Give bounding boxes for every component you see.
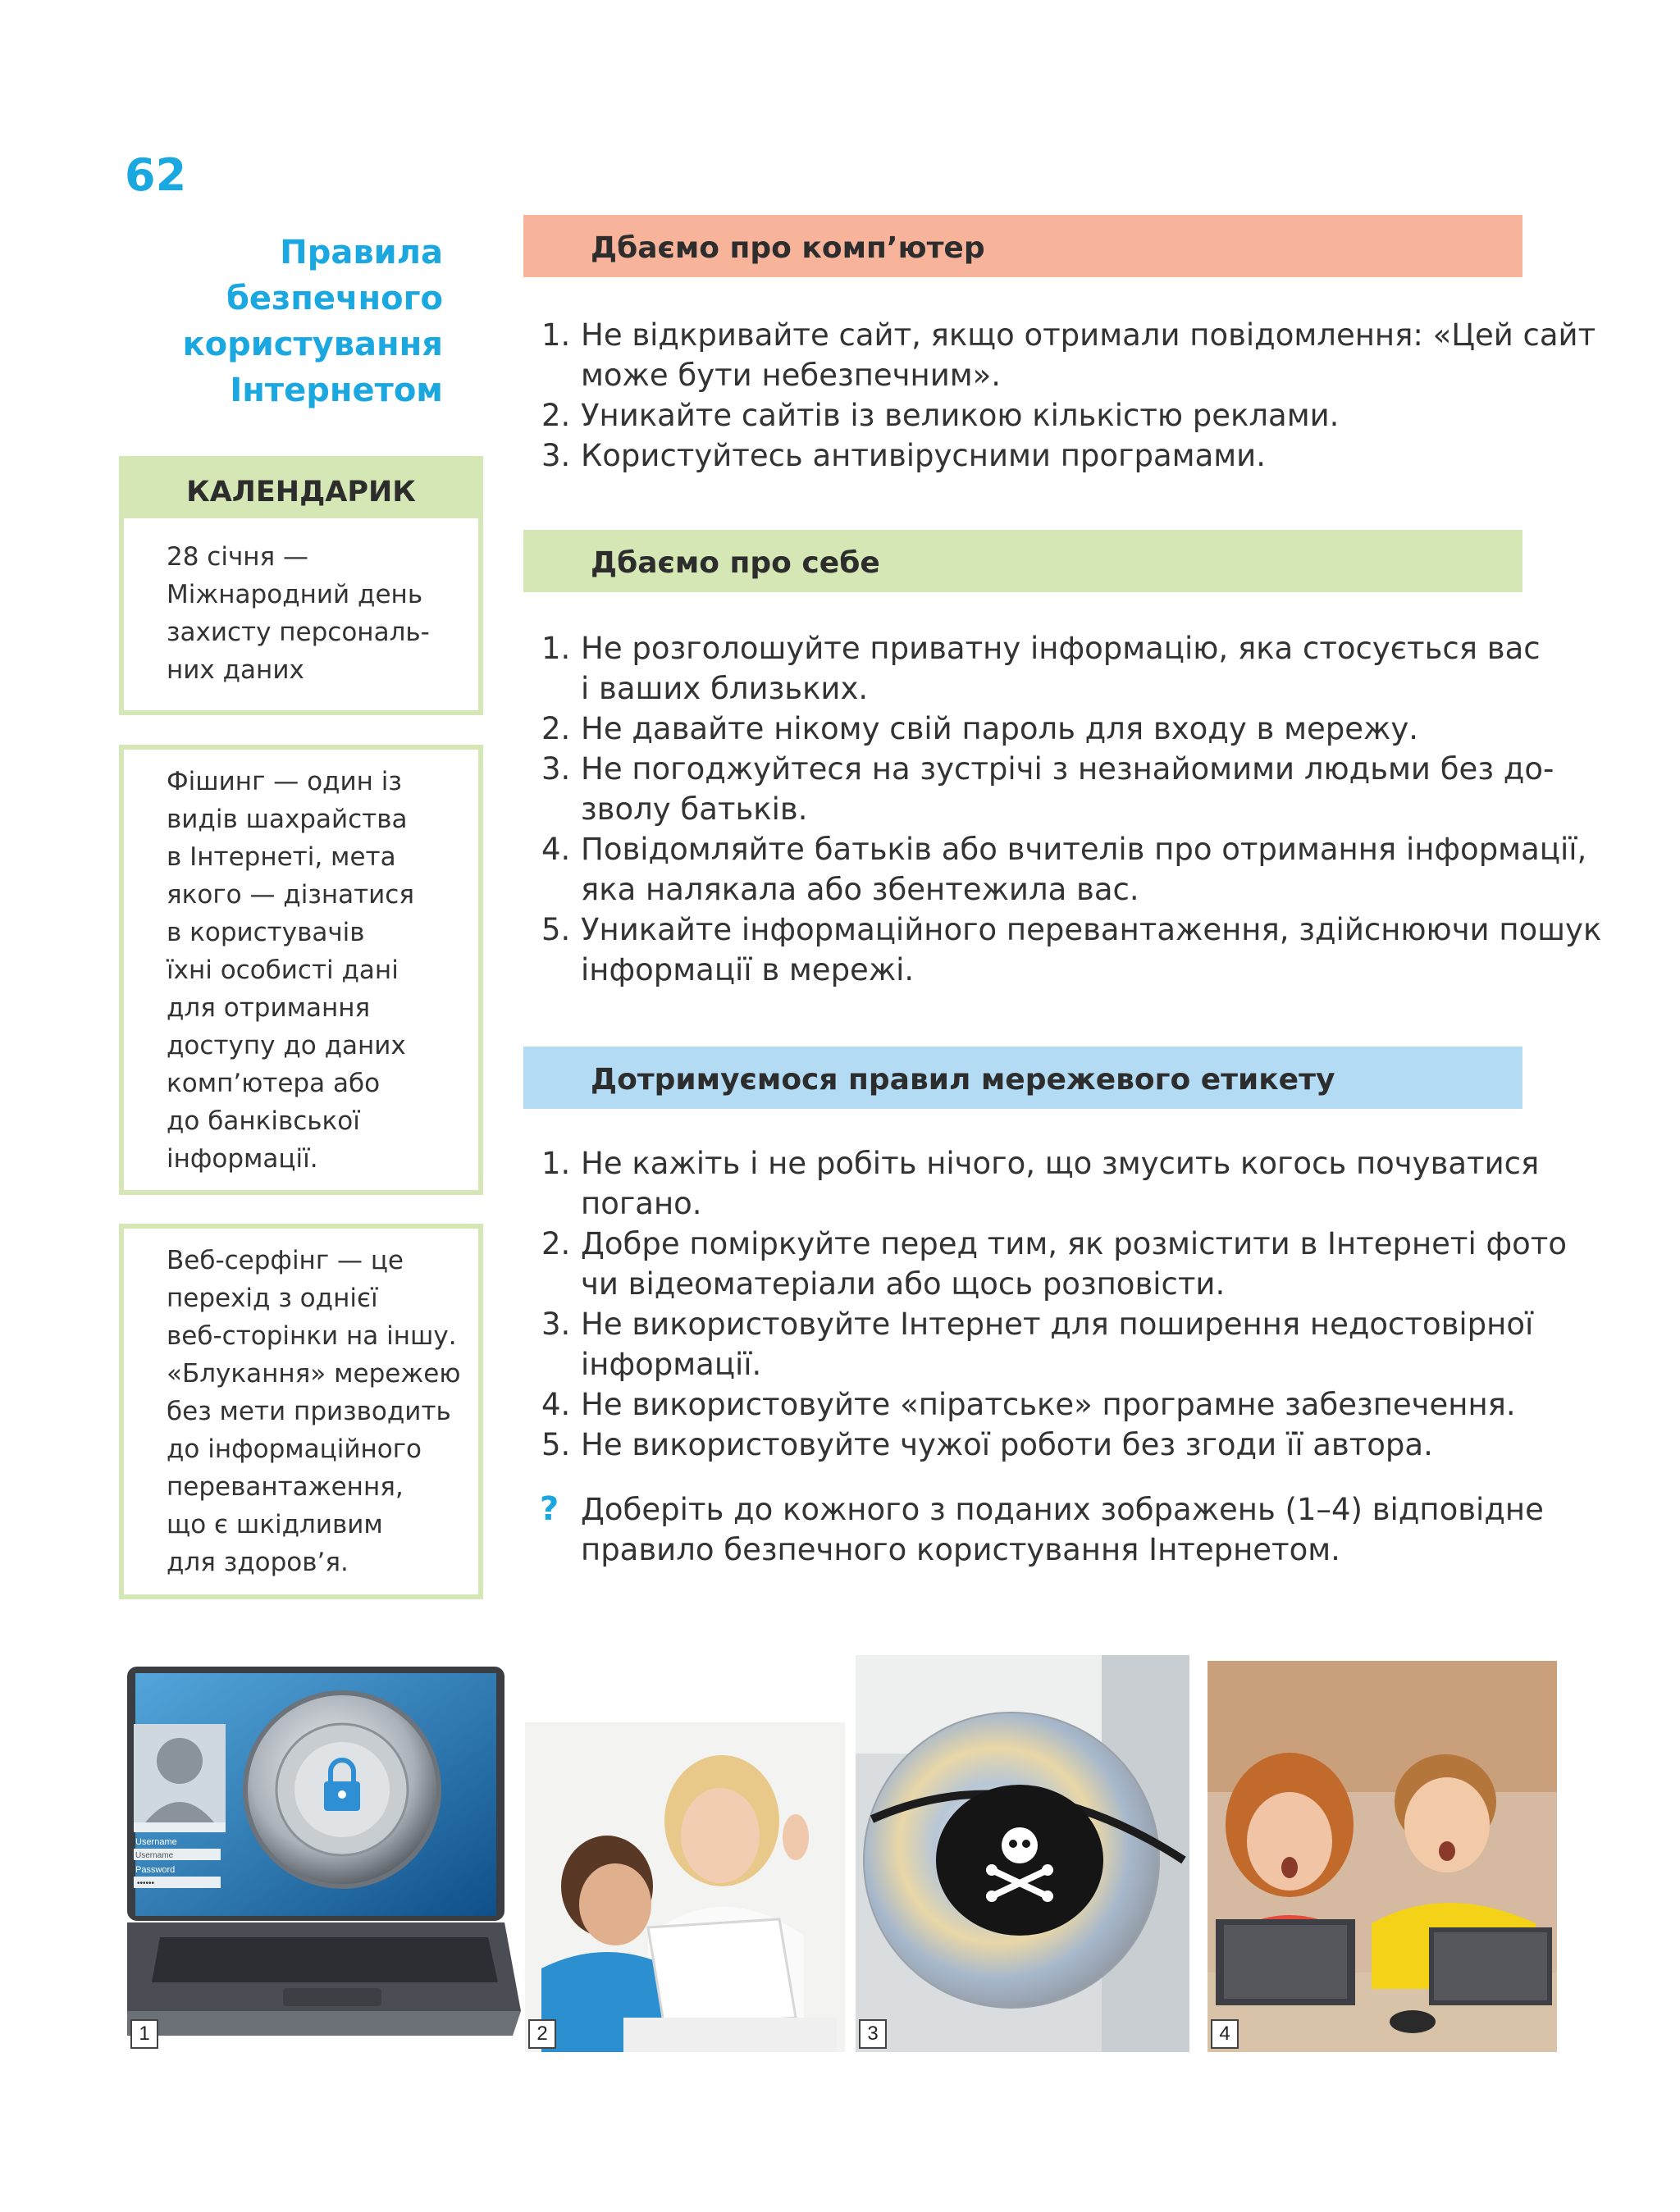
rule-number: 2. — [541, 398, 571, 433]
rule-line: яка налякала або збентежила вас. — [581, 872, 1139, 907]
calendar-line: 28 січня — — [167, 542, 309, 572]
phishing-line: в Інтернеті, мета — [167, 842, 396, 872]
rule-number: 1. — [541, 1146, 571, 1181]
websurf-line: веб-сторінки на іншу. — [167, 1321, 457, 1351]
question-line: правило безпечного користування Інтернетом. — [581, 1532, 1340, 1567]
photo-4 — [1208, 1661, 1557, 2052]
rule-item — [538, 395, 1522, 436]
websurf-line: до інформаційного — [167, 1434, 422, 1464]
rule-line: Не погоджуйтеся на зустрічі з незнайомими людьми без до- — [581, 751, 1554, 787]
photo-label: 4 — [1211, 2019, 1239, 2049]
rule-item — [538, 628, 1541, 709]
rule-line: Користуйтесь антивірусними програмами. — [581, 438, 1266, 473]
rule-number: 1. — [541, 317, 571, 353]
calendar-line: захисту персональ- — [167, 618, 430, 647]
rule-item — [538, 709, 1522, 749]
calendar-body — [124, 518, 478, 704]
websurf-body — [124, 1229, 478, 1596]
rule-item — [538, 1304, 1534, 1384]
rule-line: Не давайте нікому свій пароль для входу в мережу. — [581, 711, 1418, 746]
phishing-line: Фішинг — один із — [167, 767, 402, 796]
websurf-panel — [119, 1224, 483, 1599]
svg-text:Password: Password — [135, 1865, 176, 1875]
photo-1 — [127, 1667, 521, 2052]
websurf-line: Веб-серфінг — це — [167, 1246, 404, 1275]
rule-line: Не відкривайте сайт, якщо отримали повідомлення: «Цей сайт — [581, 317, 1596, 353]
rule-number: 4. — [541, 1387, 571, 1422]
phishing-body — [124, 750, 478, 1193]
rule-line: інформації в мережі. — [581, 952, 915, 987]
phishing-line: доступу до даних — [167, 1031, 406, 1060]
phishing-line: комп’ютера або — [167, 1069, 381, 1098]
rule-item — [538, 1224, 1567, 1304]
rule-line: Не використовуйте Інтернет для поширення недостовірної — [581, 1307, 1534, 1342]
websurf-line: що є шкідливим — [167, 1510, 383, 1539]
section-header-self: Дбаємо про себе — [523, 530, 1522, 592]
phishing-line: в користувачів — [167, 918, 365, 947]
rule-line: чи відеоматеріали або щось розповісти. — [581, 1266, 1226, 1302]
side-title-line: користування — [182, 326, 443, 363]
rule-number: 2. — [541, 711, 571, 746]
phishing-line: до банківської — [167, 1106, 360, 1136]
section-header-computer: Дбаємо про комп’ютер — [523, 215, 1522, 277]
rule-item — [538, 749, 1554, 829]
rule-number: 1. — [541, 631, 571, 666]
phishing-line: якого — дізнатися — [167, 880, 414, 910]
question-line: Доберіть до кожного з поданих зображень (1–4) відповідне — [581, 1492, 1544, 1527]
rule-line: погано. — [581, 1186, 702, 1221]
rule-line: може бути небезпечним». — [581, 358, 1002, 393]
rule-number: 5. — [541, 1427, 571, 1462]
rule-line: Не кажіть і не робіть нічого, що змусить когось почуватися — [581, 1146, 1540, 1181]
side-title-line: Інтернетом — [230, 372, 443, 409]
svg-text:••••••: •••••• — [137, 1879, 155, 1888]
websurf-line: перехід з однієї — [167, 1284, 378, 1313]
rule-number: 3. — [541, 751, 571, 787]
question-prompt — [538, 1489, 1544, 1570]
calendar-line: Міжнародний день — [167, 580, 423, 609]
rule-item — [538, 436, 1522, 476]
websurf-line: для здоров’я. — [167, 1548, 349, 1577]
rule-number: 3. — [541, 1307, 571, 1342]
phishing-line: видів шахрайства — [167, 805, 408, 834]
pirate-disc-icon — [856, 1655, 1189, 2052]
rule-item — [538, 1425, 1522, 1465]
svg-text:Username: Username — [135, 1837, 177, 1847]
rule-line: Не розголошуйте приватну інформацію, яка стосується вас — [581, 631, 1541, 666]
calendar-line: них даних — [167, 655, 304, 685]
websurf-line: «Блукання» мережею — [167, 1359, 461, 1389]
rule-list-computer — [538, 315, 1596, 476]
rule-line: Не використовуйте чужої роботи без згоди її автора. — [581, 1427, 1433, 1462]
rule-number: 3. — [541, 438, 571, 473]
photo-label: 2 — [528, 2019, 556, 2049]
rule-item — [538, 829, 1587, 910]
page-number: 62 — [125, 149, 187, 201]
side-title-line: Правила — [280, 234, 443, 271]
photo-label: 3 — [859, 2019, 887, 2049]
rule-line: інформації. — [581, 1347, 762, 1382]
rule-number: 2. — [541, 1226, 571, 1261]
rule-number: 5. — [541, 912, 571, 947]
photo-2 — [525, 1722, 845, 2052]
svg-text:Username: Username — [135, 1851, 174, 1860]
rule-list-etiquette — [538, 1143, 1567, 1465]
laptop-lock-icon — [127, 1667, 521, 2052]
rule-line: зволу батьків. — [581, 791, 808, 827]
phishing-line: для отримання — [167, 993, 371, 1023]
rule-line: Не використовуйте «піратське» програмне забезпечення. — [581, 1387, 1516, 1422]
rule-item — [538, 910, 1602, 990]
websurf-line: перевантаження, — [167, 1472, 404, 1502]
rule-item — [538, 1384, 1522, 1425]
photo-label: 1 — [130, 2019, 158, 2049]
rule-number: 4. — [541, 832, 571, 867]
surprised-children-icon — [1208, 1661, 1557, 2052]
websurf-line: без мети призводить — [167, 1397, 451, 1426]
phishing-line: їхні особисті дані — [167, 955, 399, 985]
rule-line: Добре поміркуйте перед тим, як розмістити в Інтернеті фото — [581, 1226, 1567, 1261]
rule-line: Уникайте сайтів із великою кількістю реклами. — [581, 398, 1340, 433]
rule-line: Повідомляйте батьків або вчителів про отримання інформації, — [581, 832, 1587, 867]
section-header-etiquette: Дотримуємося правил мережевого етикету — [523, 1047, 1522, 1109]
phishing-line: інформації. — [167, 1144, 318, 1174]
rule-line: Уникайте інформаційного перевантаження, здійснюючи пошук — [581, 912, 1602, 947]
calendar-header: КАЛЕНДАРИК — [124, 461, 478, 518]
mother-child-laptop-icon — [525, 1722, 845, 2052]
question-mark-icon: ? — [540, 1490, 559, 1528]
rule-item — [538, 315, 1596, 395]
calendar-panel — [119, 456, 483, 715]
rule-line: і ваших близьких. — [581, 671, 869, 706]
rule-item — [538, 1143, 1540, 1224]
side-title-line: безпечного — [226, 280, 443, 317]
photo-3 — [856, 1655, 1189, 2052]
phishing-panel — [119, 745, 483, 1195]
side-title — [123, 230, 443, 413]
rule-list-self — [538, 628, 1602, 990]
